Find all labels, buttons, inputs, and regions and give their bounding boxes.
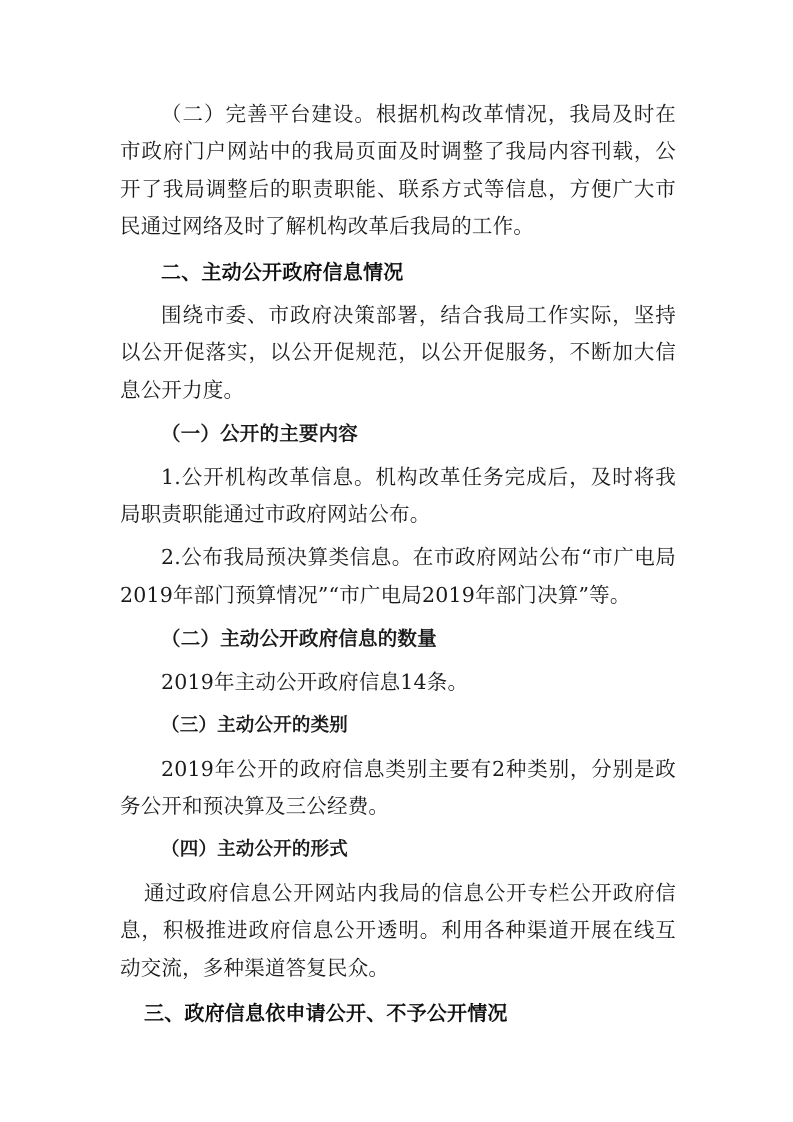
subheading-disclosure-count: （二）主动公开政府信息的数量: [161, 627, 437, 651]
section-heading-active-disclosure: 二、主动公开政府信息情况: [161, 259, 404, 284]
subheading-disclosure-form: （四）主动公开的形式: [161, 839, 349, 861]
paragraph-disclosure-count: 2019年主动公开政府信息14条。: [161, 669, 469, 694]
document-body: [120, 96, 676, 1032]
paragraph-disclosure-intro: 围绕市委、市政府决策部署，结合我局工作实际，坚持以公开促落实，以公开促规范，以公开促服务，不断加大信息公开力度。: [120, 303, 676, 402]
paragraph-disclosure-form: 通过政府信息公开网站内我局的信息公开专栏公开政府信息，积极推进政府信息公开透明。利用各种渠道开展在线互动交流，多种渠道答复民众。: [120, 880, 676, 980]
subheading-disclosure-category: （三）主动公开的类别: [161, 715, 349, 737]
paragraph-budget-info: 2.公布我局预决算类信息。在市政府网站公布“市广电局2019年部门预算情况”“市广电局2019年部门决算”等。: [120, 545, 676, 607]
subheading-main-content: （一）公开的主要内容: [161, 422, 359, 446]
paragraph-platform-building: （二）完善平台建设。根据机构改革情况，我局及时在市政府门户网站中的我局页面及时调整了我局内容刊载，公开了我局调整后的职责职能、联系方式等信息，方便广大市民通过网络及时了解机构改革后我局的工作。: [120, 102, 676, 239]
paragraph-institution-reform: 1.公开机构改革信息。机构改革任务完成后，及时将我局职责职能通过市政府网站公布。: [120, 464, 676, 527]
paragraph-disclosure-category: 2019年公开的政府信息类别主要有2种类别，分别是政务公开和预决算及三公经费。: [120, 756, 676, 818]
section-heading-application-disclosure: 三、政府信息依申请公开、不予公开情况: [144, 1000, 508, 1025]
